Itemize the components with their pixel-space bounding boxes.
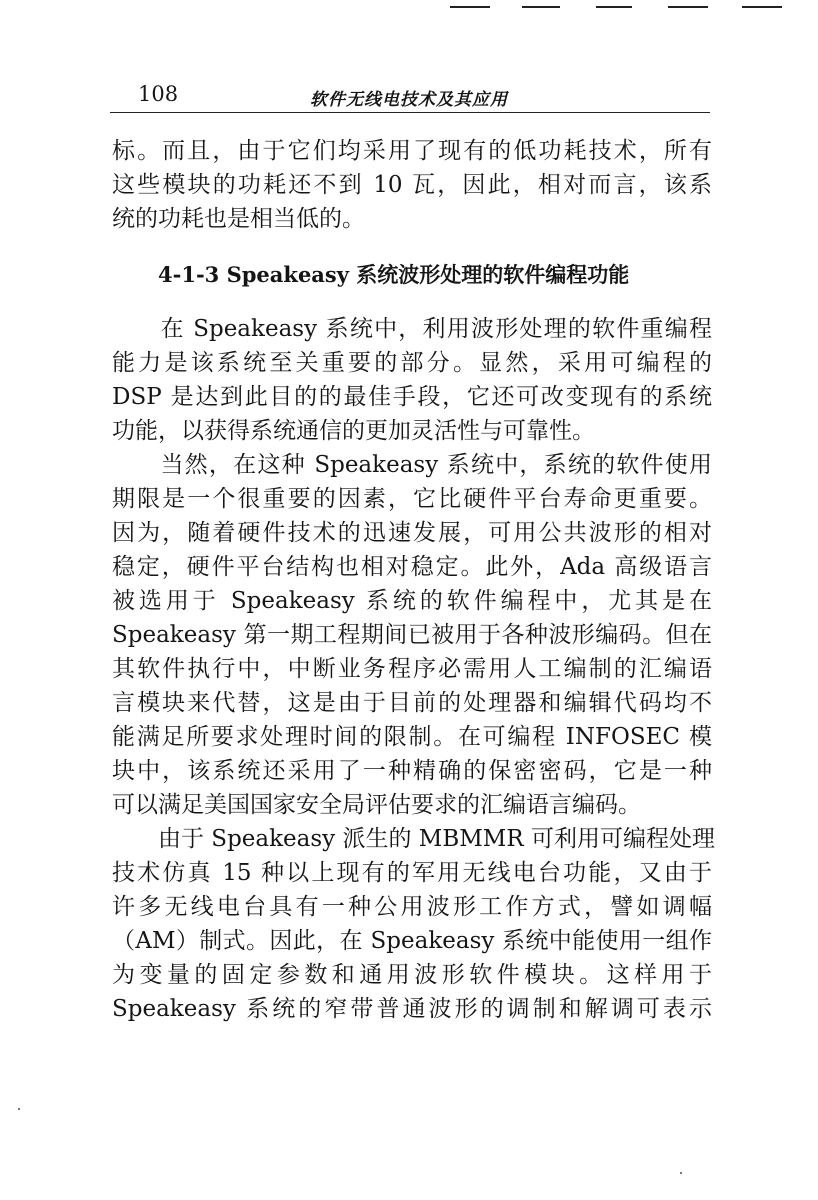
text-line: 块中，该系统还采用了一种精确的保密密码，它是一种 — [112, 758, 712, 784]
text-line: 可以满足美国国家安全局评估要求的汇编语言编码。 — [112, 792, 641, 818]
text-line: 为变量的固定参数和通用波形软件模块。这样用于 — [112, 962, 712, 988]
page-header — [110, 82, 710, 112]
text-line: 这些模块的功耗还不到 10 瓦，因此，相对而言，该系 — [112, 172, 712, 198]
text-line: 功能，以获得系统通信的更加灵活性与可靠性。 — [112, 418, 595, 444]
text-line: 期限是一个很重要的因素，它比硬件平台寿命更重要。 — [112, 486, 712, 512]
text-line: 被选用于 Speakeasy 系统的软件编程中，尤其是在 — [112, 588, 712, 614]
section-heading: 4-1-3 Speakeasy 系统波形处理的软件编程功能 — [158, 262, 630, 287]
page-number: 108 — [138, 82, 179, 106]
text-line: 言模块来代替，这是由于目前的处理器和编辑代码均不 — [112, 690, 712, 716]
text-line: 统的功耗也是相当低的。 — [112, 206, 365, 232]
text-line: 在 Speakeasy 系统中，利用波形处理的软件重编程 — [112, 316, 712, 342]
text-line: 当然，在这种 Speakeasy 系统中，系统的软件使用 — [112, 452, 712, 478]
top-edge-marks — [0, 0, 818, 14]
paragraph — [112, 134, 712, 236]
text-line: Speakeasy 第一期工程期间已被用于各种波形编码。但在 — [112, 622, 712, 648]
text-line: （AM）制式。因此，在 Speakeasy 系统中能使用一组作 — [112, 928, 712, 954]
running-title: 软件无线电技术及其应用 — [310, 90, 508, 110]
text-line: 因为，随着硬件技术的迅速发展，可用公共波形的相对 — [112, 520, 712, 546]
text-line: 由于 Speakeasy 派生的 MBMMR 可利用可编程处理 — [112, 826, 715, 852]
text-line: 标。而且，由于它们均采用了现有的低功耗技术，所有 — [112, 138, 712, 164]
text-line: 许多无线电台具有一种公用波形工作方式，譬如调幅 — [112, 894, 712, 920]
text-line: 能力是该系统至关重要的部分。显然，采用可编程的 — [112, 350, 712, 376]
text-line: 技术仿真 15 种以上现有的军用无线电台功能，又由于 — [112, 860, 712, 886]
page-body — [112, 134, 715, 1026]
paragraph — [112, 448, 712, 822]
text-line: 其软件执行中，中断业务程序必需用人工编制的汇编语 — [112, 656, 712, 682]
text-line: DSP 是达到此目的的最佳手段，它还可改变现有的系统 — [112, 384, 712, 410]
text-line: 能满足所要求处理时间的限制。在可编程 INFOSEC 模 — [112, 724, 712, 750]
paragraph — [112, 312, 712, 448]
text-line: 稳定，硬件平台结构也相对稳定。此外，Ada 高级语言 — [112, 554, 712, 580]
paragraph — [112, 822, 715, 1026]
header-rule — [110, 112, 710, 113]
text-line: Speakeasy 系统的窄带普通波形的调制和解调可表示 — [112, 996, 712, 1022]
